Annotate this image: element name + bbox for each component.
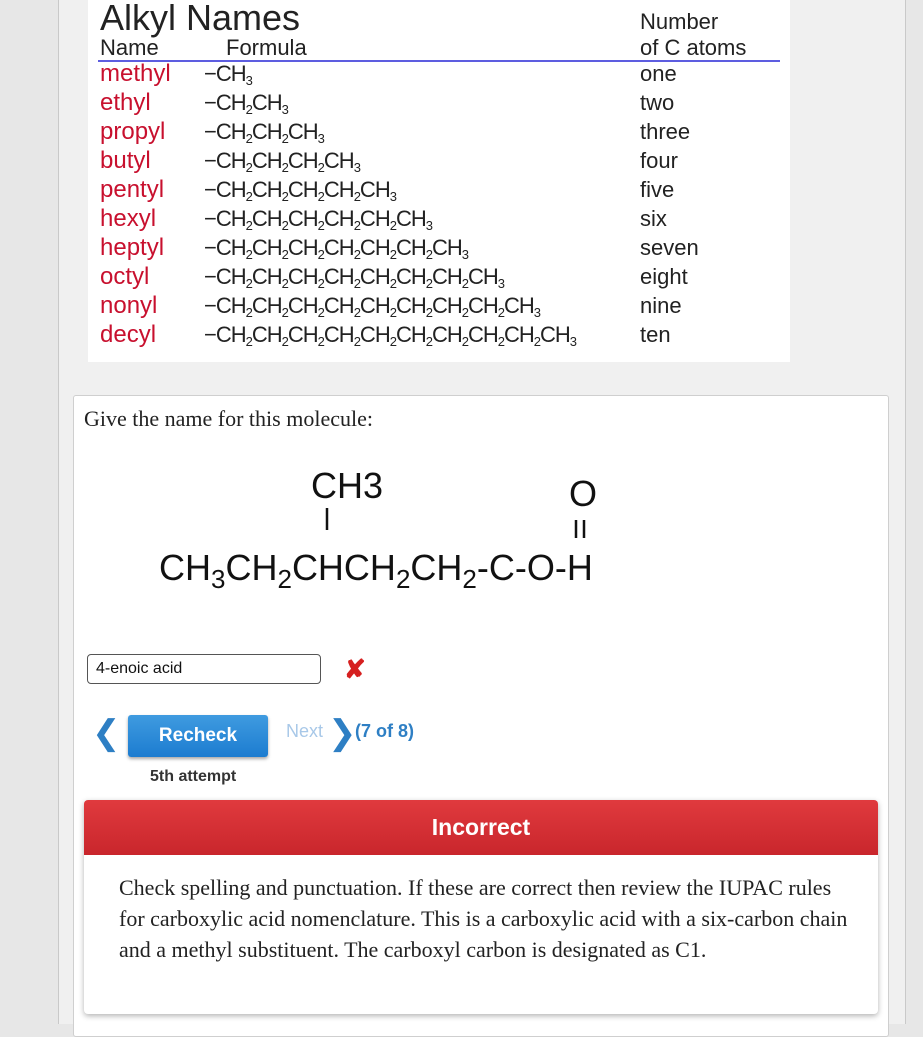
carbon-count: four [640,148,678,173]
molecule-structure [159,458,719,608]
alkyl-formula: $-CH_2CH_2CH_2CH_2CH_3$ [204,177,396,204]
column-header-formula: Formula [226,35,307,60]
table-row [88,89,790,118]
alkyl-name: hexyl [100,205,157,232]
cross-icon: ✘ [344,654,366,684]
answer-input[interactable] [87,654,321,684]
alkyl-name: butyl [100,147,151,174]
alkyl-name: nonyl [100,292,158,319]
alkyl-formula: $-CH_2CH_2CH_2CH_3$ [204,148,360,175]
main-chain: $CH_3CH_2CHCH_2CH_2-C-O-H$ [159,547,593,594]
carbon-count: three [640,119,691,144]
alkyl-name: ethyl [100,89,151,116]
alkyl-name: octyl [100,263,150,290]
question-prompt: Give the name for this molecule: [84,406,373,431]
table-row [88,263,790,292]
table-row [88,321,790,350]
table-row [88,292,790,321]
chevron-left-icon[interactable]: ❮ [92,714,121,752]
table-row [88,176,790,205]
column-header-count-line1: Number [640,9,719,34]
feedback-box [84,800,878,1014]
alkyl-formula: $-CH_2CH_2CH_2CH_2CH_2CH_3$ [204,206,432,233]
feedback-body: Check spelling and punctuation. If these are correct then review the IUPAC rules for carboxylic acid nomenclature. This is a carboxylic acid with a six-carbon chain and a methyl substituent. The carboxyl carbon is designated as C1. [119,875,848,962]
carbon-count: nine [640,293,682,318]
table-row [88,147,790,176]
carbon-count: ten [640,322,671,347]
alkyl-formula: $-CH_2CH_2CH_2CH_2CH_2CH_2CH_2CH_2CH_2CH_3$ [204,322,577,349]
carbonyl-oxygen: O [569,473,598,514]
attempt-count: 5th attempt [150,768,237,785]
carbon-count: eight [640,264,688,289]
alkyl-name: decyl [100,321,157,348]
alkyl-formula: $-CH_2CH_2CH_2CH_2CH_2CH_2CH_3$ [204,235,468,262]
carbon-count: one [640,61,677,86]
carbon-count: seven [640,235,699,260]
alkyl-name: pentyl [100,176,165,203]
table-row [88,118,790,147]
methyl-branch: CH3 [311,465,384,506]
progress-indicator: (7 of 8) [355,721,415,741]
alkyl-name: methyl [100,60,171,87]
table-title: Alkyl Names [100,0,301,38]
table-row [88,234,790,263]
alkyl-names-table [88,0,790,362]
question-card [73,395,889,1037]
alkyl-formula: $-CH_3$ [204,61,252,88]
alkyl-formula: $-CH_2CH_2CH_2CH_2CH_2CH_2CH_2CH_3$ [204,264,504,291]
table-row [88,205,790,234]
alkyl-formula: $-CH_2CH_2CH_2CH_2CH_2CH_2CH_2CH_2CH_3$ [204,293,540,320]
alkyl-name: propyl [100,118,166,145]
feedback-header: Incorrect [84,800,878,855]
column-header-count-line2: of C atoms [640,35,747,60]
column-header-name: Name [100,35,159,60]
carbon-count: two [640,90,675,115]
chevron-right-icon[interactable]: ❯ [328,714,357,752]
next-link[interactable]: Next [286,721,324,741]
alkyl-name: heptyl [100,234,165,261]
carbon-count: six [640,206,667,231]
recheck-button[interactable]: Recheck [128,715,268,757]
table-row [88,60,790,89]
carbon-count: five [640,177,675,202]
alkyl-formula: $-CH_2CH_3$ [204,90,288,117]
alkyl-formula: $-CH_2CH_2CH_3$ [204,119,324,146]
